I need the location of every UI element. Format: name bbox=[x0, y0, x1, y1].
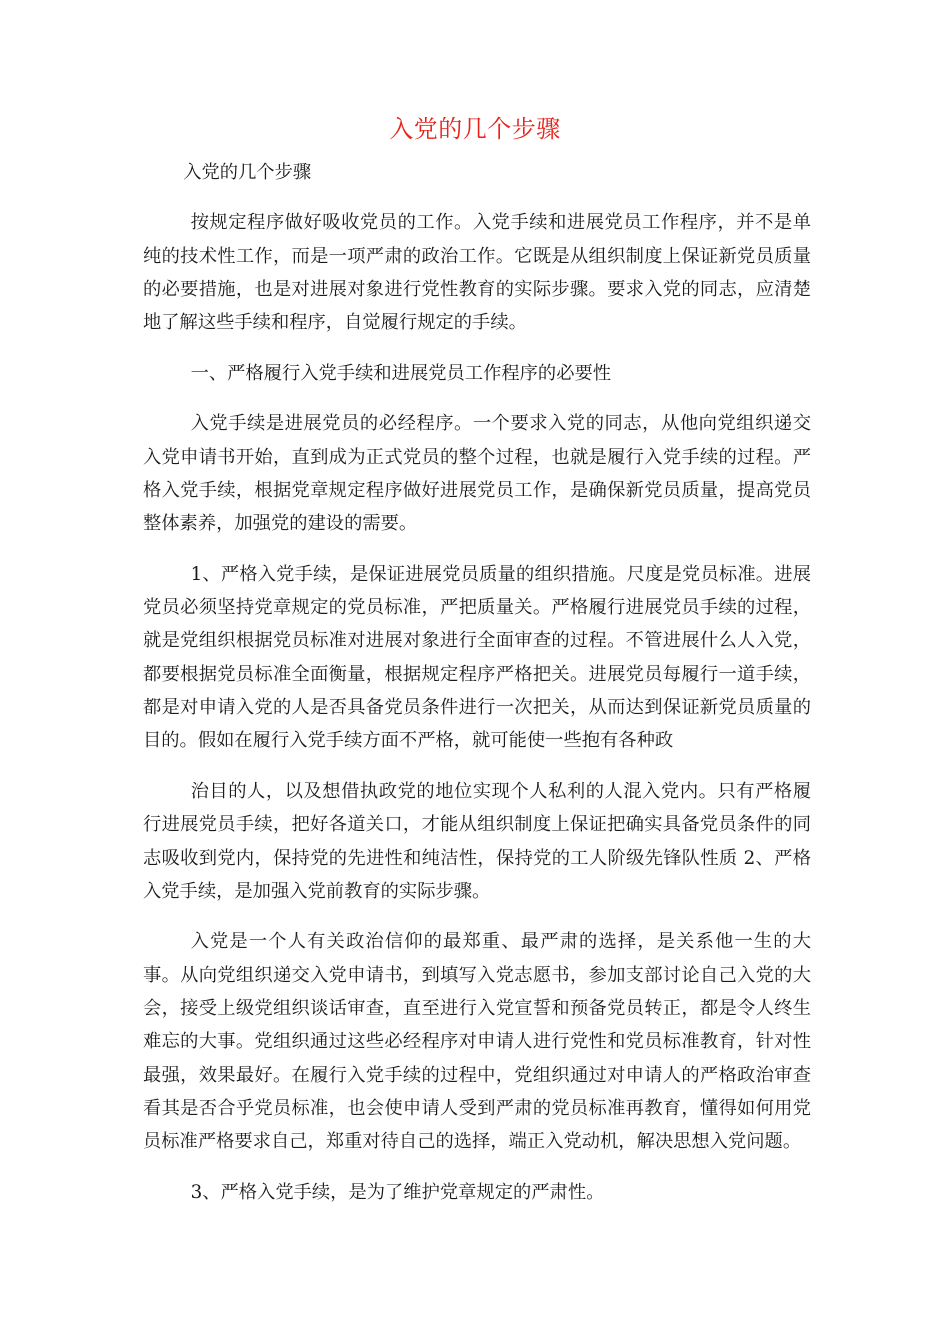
document-subtitle: 入党的几个步骤 bbox=[183, 162, 312, 183]
paragraph-point-1-continued: 治目的人，以及想借执政党的地位实现个人私利的人混入党内。只有严格履行进展党员手续，把好各道关口，才能从组织制度上保证把确实具备党员条件的同志吸收到党内，保持党的先进性和纯洁性，保持党的工人阶级先锋队性质 2、严格入党手续，是加强入党前教育的实际步骤。 bbox=[143, 780, 811, 902]
paragraph-point-3: 3、严格入党手续，是为了维护党章规定的严肃性。 bbox=[190, 1181, 605, 1203]
paragraph-necessity: 入党手续是进展党员的必经程序。一个要求入党的同志，从他向党组织递交入党申请书开始，直到成为正式党员的整个过程，也就是履行入党手续的过程。严格入党手续，根据党章规定程序做好进展党员工作，是确保新党员质量，提高党员整体素养，加强党的建设的需要。 bbox=[143, 413, 811, 535]
paragraph-point-1: 1、严格入党手续，是保证进展党员质量的组织措施。尺度是党员标准。进展党员必须坚持党章规定的党员标准，严把质量关。严格履行进展党员手续的过程，就是党组织根据党员标准对进展对象进行全面审查的过程。不管进展什么人入党，都要根据党员标准全面衡量，根据规定程序严格把关。进展党员每履行一道手续，都是对申请入党的人是否具备党员条件进行一次把关，从而达到保证新党员质量的目的。假如在履行入党手续方面不严格，就可能使一些抱有各种政 bbox=[143, 563, 811, 752]
document-title: 入党的几个步骤 bbox=[389, 115, 561, 143]
section-heading-1: 一、严格履行入党手续和进展党员工作程序的必要性 bbox=[190, 362, 612, 384]
paragraph-intro: 按规定程序做好吸收党员的工作。入党手续和进展党员工作程序，并不是单纯的技术性工作，而是一项严肃的政治工作。它既是从组织制度上保证新党员质量的必要措施，也是对进展对象进行党性教育的实际步骤。要求入党的同志，应清楚地了解这些手续和程序，自觉履行规定的手续。 bbox=[143, 212, 811, 334]
document-body bbox=[143, 156, 811, 1226]
paragraph-point-2-body: 入党是一个人有关政治信仰的最郑重、最严肃的选择，是关系他一生的大事。从向党组织递交入党申请书，到填写入党志愿书，参加支部讨论自己入党的大会，接受上级党组织谈话审查，直至进行入党宣誓和预备党员转正，都是令人终生难忘的大事。党组织通过这些必经程序对申请人进行党性和党员标准教育，针对性最强，效果最好。在履行入党手续的过程中，党组织通过对申请人的严格政治审查看其是否合乎党员标准，也会使申请人受到严肃的党员标准再教育，懂得如何用党员标准严格要求自己，郑重对待自己的选择，端正入党动机，解决思想入党问题。 bbox=[143, 931, 811, 1153]
